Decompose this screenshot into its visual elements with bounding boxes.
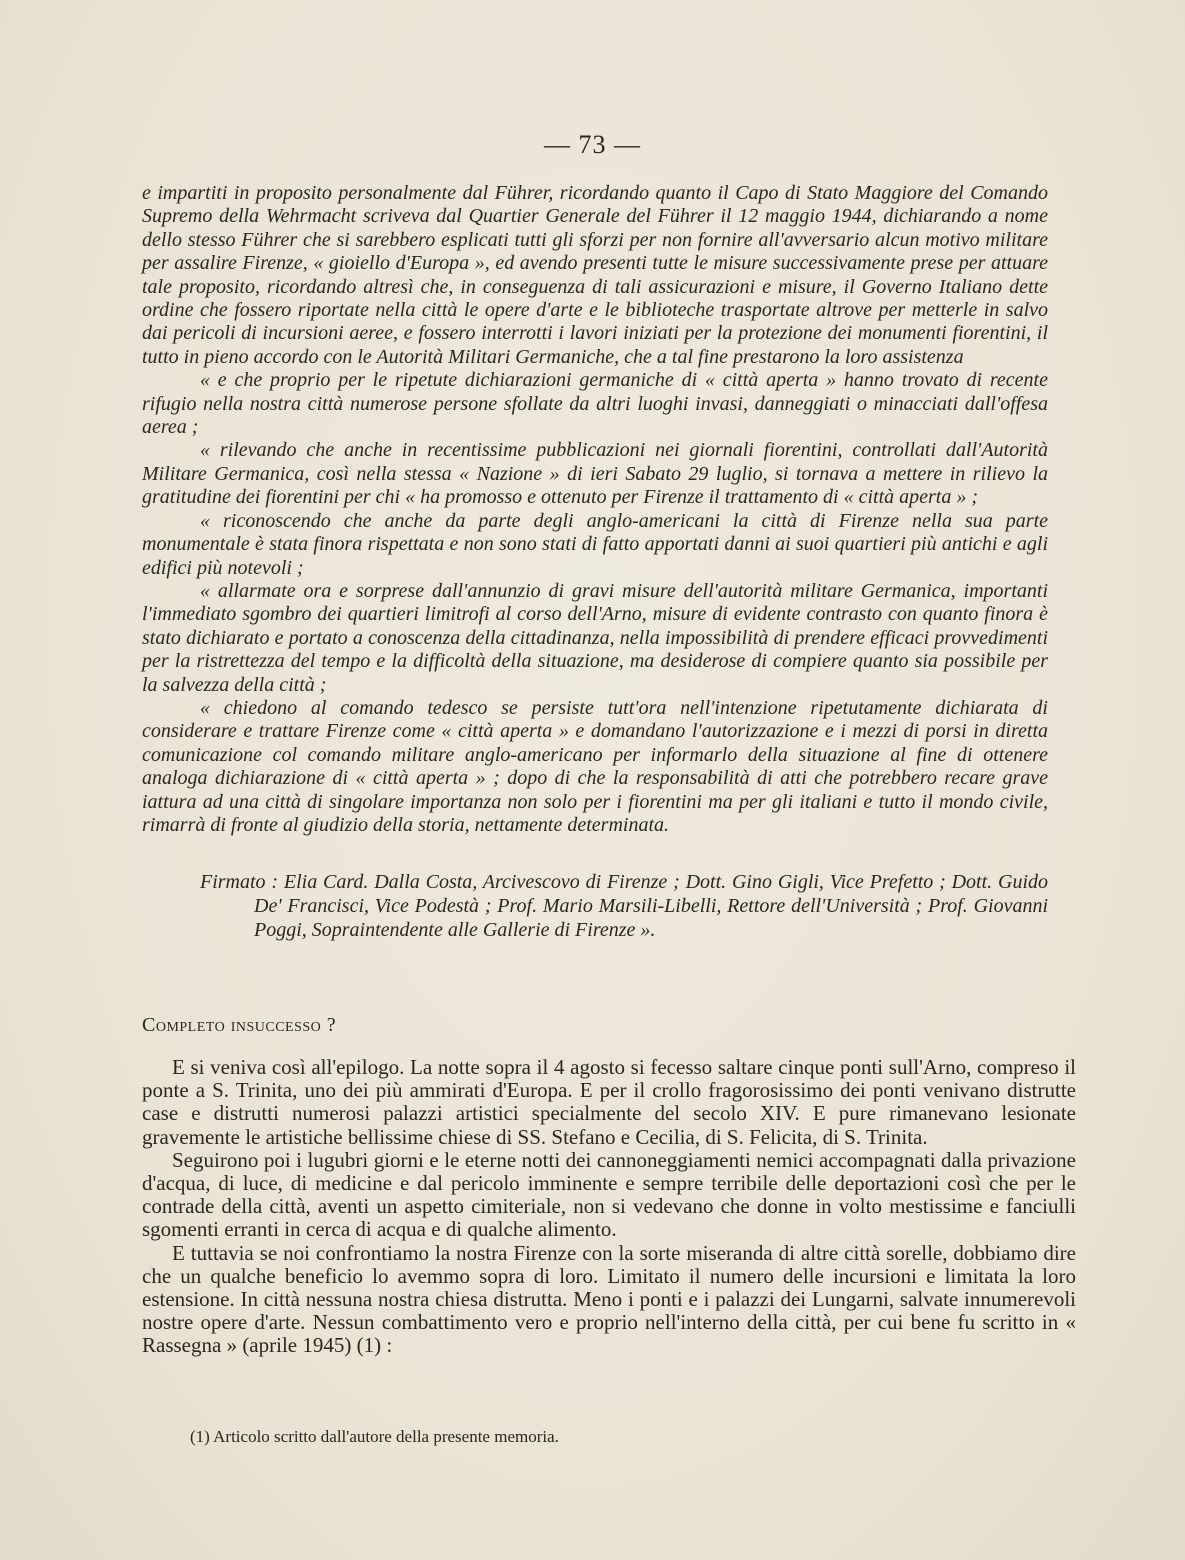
body-paragraph: Seguirono poi i lugubri giorni e le eterne notti dei cannoneggiamenti nemici accompagnati dalla privazione d'acqua, di luce, di medicine e dal pericolo imminente e sempre terribile delle deportazioni così che per le contrade della città, aventi un aspetto cimiteriale, non si vedevano che donne in volto mestissime e fanciulli sgomenti erranti in cerca di acqua e di qualche alimento.: [142, 1147, 1076, 1242]
page-number: — 73 —: [544, 130, 641, 159]
signature-block: [200, 870, 1048, 942]
signatories: Firmato : Elia Card. Dalla Costa, Arcivescovo di Firenze ; Dott. Gino Gigli, Vice Prefetto ; Dott. Guido De' Francisci, Vice Podestà ; Prof. Mario Marsili-Libelli, Rettore dell'Università ; Prof. Giovanni Poggi, Sopraintendente alle Gallerie di Firenze ».: [200, 871, 1048, 941]
body-paragraph: E tuttavia se noi confrontiamo la nostra Firenze con la sorte miseranda di altre città sorelle, dobbiamo dire che un qualche beneficio lo avemmo sopra di loro. Limitato il numero delle incursioni e limitata la loro estensione. In città nessuna nostra chiesa distrutta. Meno i ponti e i palazzi dei Lungarni, salvate innumerevoli nostre opere d'arte. Nessun combattimento vero e proprio nell'interno della città, per cui bene fu scritto in « Rassegna » (aprile 1945) (1) :: [142, 1240, 1076, 1358]
letter-paragraph: « allarmate ora e sorprese dall'annunzio di gravi misure dell'autorità militare Germanica, importanti l'immediato sgombro dei quartieri limitrofi al corso dell'Arno, misure di evidente contrasto con quanto finora è stato dichiarato e portato a conoscenza della cittadinanza, nella impossibilità di prendere efficaci provvedimenti per la ristrettezza del tempo e la difficoltà della situazione, ma desiderose di compiere quanto sia possibile per la salvezza della città ;: [142, 579, 1048, 696]
letter-paragraph: « e che proprio per le ripetute dichiarazioni germaniche di « città aperta » hanno trovato di recente rifugio nella nostra città numerose persone sfollate da altri luoghi invasi, danneggiati o minacciati dall'offesa aerea ;: [142, 369, 1048, 439]
quoted-letter: [142, 182, 1048, 837]
footnote: (1) Articolo scritto dall'autore della presente memoria.: [190, 1427, 559, 1446]
letter-paragraph: e impartiti in proposito personalmente dal Führer, ricordando quanto il Capo di Stato Maggiore del Comando Supremo della Wehrmacht scriveva dal Quartier Generale del Führer il 12 maggio 1944, dichiarando a nome dello stesso Führer che si sarebbero esplicati tutti gli sforzi per non fornire all'avversario alcun motivo militare per assalire Firenze, « gioiello d'Europa », ed avendo presenti tutte le misure successivamente prese per attuare tale proposito, ricordando altresì che, in conseguenza di tali assicurazioni e misure, il Governo Italiano dette ordine che fossero riportate nella città le opere d'arte e le biblioteche trasportate altrove per metterle in salvo dai pericoli di incursioni aeree, e fossero interrotti i lavori iniziati per la protezione dei monumenti fiorentini, il tutto in pieno accordo con le Autorità Militari Germaniche, che a tal fine prestarono la loro assistenza: [142, 182, 1048, 368]
body-text: [142, 1056, 1076, 1358]
letter-paragraph: « chiedono al comando tedesco se persiste tutt'ora nell'intenzione ripetutamente dichiarata di considerare e trattare Firenze come « città aperta » e domandano l'autorizzazione e i mezzi di porsi in diretta comunicazione col comando militare anglo-americano per informarlo della situazione al fine di ottenere analoga dichiarazione di « città aperta » ; dopo di che la responsabilità di atti che potrebbero recare grave iattura ad una città di singolare importanza non solo per i fiorentini ma per gli italiani e tutto il mondo civile, rimarrà di fronte al giudizio della storia, nettamente determinata.: [142, 696, 1048, 836]
letter-paragraph: « rilevando che anche in recentissime pubblicazioni nei giornali fiorentini, controllati dall'Autorità Militare Germanica, così nella stessa « Nazione » di ieri Sabato 29 luglio, si tornava a mettere in rilievo la gratitudine dei fiorentini per chi « ha promosso e ottenuto per Firenze il trattamento di « città aperta » ;: [142, 439, 1048, 509]
letter-paragraph: « riconoscendo che anche da parte degli anglo-americani la città di Firenze nella sua parte monumentale è stata finora rispettata e non sono stati di fatto apportati danni ai suoi quartieri più antichi e agli edifici più notevoli ;: [142, 509, 1048, 579]
body-paragraph: E si veniva così all'epilogo. La notte sopra il 4 agosto si fecesso saltare cinque ponti sull'Arno, compreso il ponte a S. Trinita, uno dei più ammirati d'Europa. E per il crollo fragorosissimo dei ponti venivano distrutte case e distrutti numerosi palazzi artistici specialmente del secolo XIV. E pure rimanevano lesionate gravemente le artistiche bellissime chiese di SS. Stefano e Cecilia, di S. Felicita, di S. Trinita.: [142, 1055, 1076, 1149]
section-title: Completo insuccesso ?: [142, 1014, 337, 1036]
